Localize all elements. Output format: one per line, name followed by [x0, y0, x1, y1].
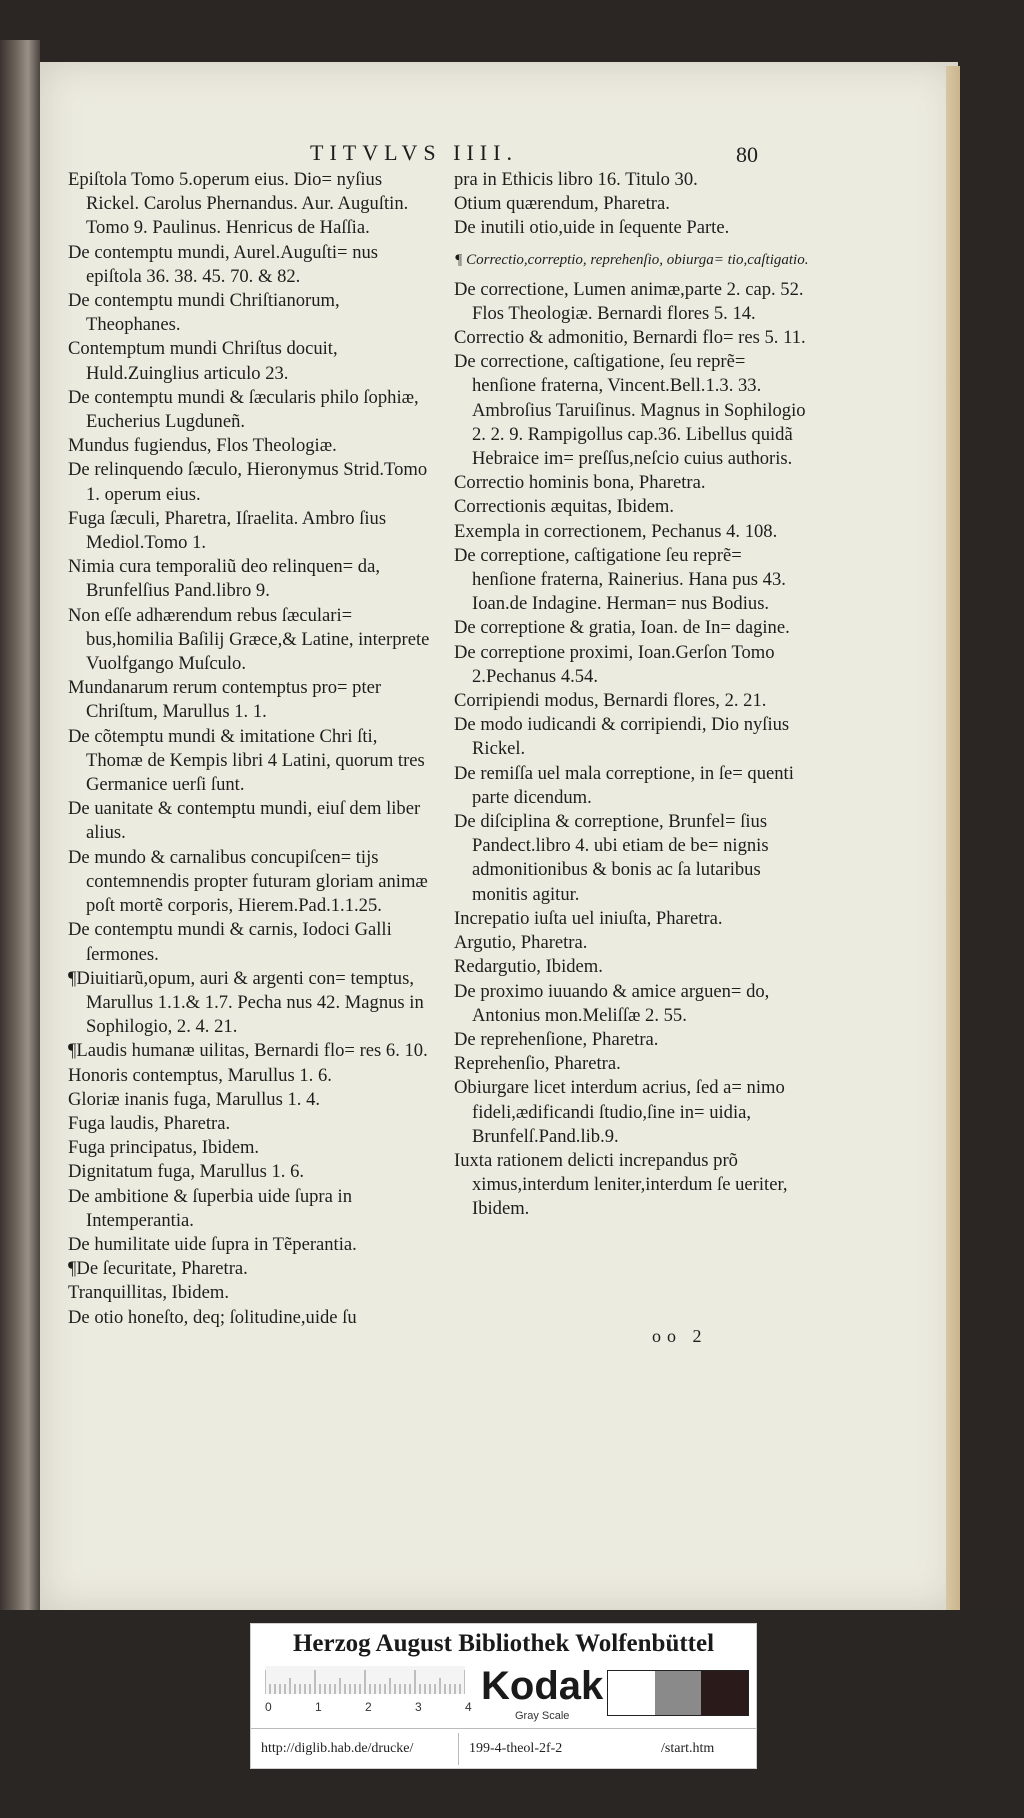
index-entry: Nimia cura temporaliũ deo relinquen= da, Brunfelſius Pand.libro 9. [68, 556, 381, 602]
swatch-white [608, 1671, 655, 1715]
index-entry: Honoris contemptus, Marullus 1. 6. [68, 1064, 332, 1086]
index-entry: Tranquillitas, Ibidem. [68, 1282, 229, 1304]
url-end: /start.htm [661, 1741, 715, 1756]
index-entry: ¶De ſecuritate, Pharetra. [68, 1258, 248, 1280]
index-entry: De diſciplina & correptione, Brunfel= ſius Pandect.libro 4. ubi etiam de be= nignis admonitionibus & bonis ac ſa lutaribus monitis agitur. [454, 811, 769, 905]
ruler-number: 2 [365, 1700, 372, 1714]
index-entry: Redargutio, Ibidem. [454, 956, 603, 978]
index-entry: Correctio & admonitio, Bernardi flo= res 5. 11. [454, 327, 806, 349]
index-entry: Fuga ſæculi, Pharetra, Iſraelita. Ambro ſius Mediol.Tomo 1. [68, 507, 387, 554]
index-entry: De contemptu mundi Chriſtianorum, Theophanes. [68, 290, 340, 336]
library-name: Herzog August Bibliothek Wolfenbüttel [292, 1630, 715, 1657]
right-column [454, 168, 809, 1222]
index-entry: De relinquendo ſæculo, Hieronymus Strid.Tomo 1. operum eius. [68, 459, 428, 505]
index-entry: De ambitione & ſuperbia uide ſupra in Intemperantia. [68, 1185, 352, 1231]
ruler-number: 3 [415, 1700, 422, 1714]
section-heading: ¶ Correctio,correptio, reprehenſio, obiurga= tio,caſtigatio. [454, 251, 809, 268]
index-entry: pra in Ethicis libro 16. Titulo 30. [454, 169, 698, 190]
index-entry: De modo iudicandi & corripiendi, Dio nyſius Rickel. [454, 714, 790, 760]
index-entry: Argutio, Pharetra. [454, 932, 588, 954]
page-fore-edge [946, 66, 960, 1610]
url-separator [458, 1733, 459, 1765]
index-entry: Fuga laudis, Pharetra. [68, 1112, 231, 1134]
index-entry: De correptione proximi, Ioan.Gerſon Tomo 2.Pechanus 4.54. [454, 641, 775, 687]
color-target-card [250, 1623, 757, 1769]
index-entry: ¶Laudis humanæ uilitas, Bernardi flo= res 6. 10. [68, 1040, 428, 1062]
index-entry: De contemptu mundi & carnis, Iodoci Galli ſermones. [68, 919, 392, 965]
index-entry: De correptione, caſtigatione ſeu reprẽ= henſione fraterna, Rainerius. Hana pus 43. Ioan.de Indagine. Herman= nus Bodius. [454, 544, 786, 615]
index-entry: Mundus fugiendus, Flos Theologiæ. [68, 435, 337, 457]
index-entry: De correptione & gratia, Ioan. de In= dagine. [454, 617, 790, 639]
index-entry: Corripiendi modus, Bernardi flores, 2. 21. [454, 690, 767, 712]
index-entry: De remiſſa uel mala correptione, in ſe= quenti parte dicendum. [454, 762, 794, 808]
index-entry: De correctione, caſtigatione, ſeu reprẽ= henſione fraterna, Vincent.Bell.1.3. 33. Ambroſius Taruiſinus. Magnus in Sophilogio 2. 2. 9. Rampigollus cap.36. Libellus quidã Hebraice im= preſſus,neſcio cuius authoris. [454, 351, 806, 470]
ruler-number: 1 [315, 1700, 322, 1714]
running-head: TITVLVS IIII. [310, 140, 518, 165]
ruler-number: 0 [265, 1700, 272, 1714]
left-column [68, 168, 438, 1330]
index-entry: De inutili otio,uide in ſequente Parte. [454, 217, 730, 239]
index-entry: De reprehenſione, Pharetra. [454, 1028, 659, 1050]
kodak-logo: Kodak [481, 1664, 604, 1708]
signature-mark: oo 2 [652, 1326, 708, 1346]
index-entry: Increpatio iuſta uel iniuſta, Pharetra. [454, 907, 723, 929]
index-entry: Fuga principatus, Ibidem. [68, 1137, 260, 1159]
index-entry: De humilitate uide ſupra in Tẽperantia. [68, 1233, 357, 1255]
index-entry: De uanitate & contemptu mundi, eiuſ dem liber alius. [68, 798, 421, 844]
index-entry: De correctione, Lumen animæ,parte 2. cap. 52. Flos Theologiæ. Bernardi flores 5. 14. [454, 278, 804, 324]
index-entry: Otium quærendum, Pharetra. [454, 193, 670, 215]
book-binding-edge [0, 40, 40, 1620]
index-entry: Epiſtola Tomo 5.operum eius. Dio= nyſius Rickel. Carolus Phernandus. Aur. Auguſtin. Tomo 9. Paulinus. Henricus de Haſſia. [68, 169, 409, 239]
index-entry: Mundanarum rerum contemptus pro= pter Chriſtum, Marullus 1. 1. [68, 677, 382, 723]
index-entry: Non eſſe adhærendum rebus ſæculari= bus,homilia Baſilij Græce,& Latine, interprete Vuolfgango Muſculo. [68, 604, 430, 675]
index-entry: De cõtemptu mundi & imitatione Chri ſti, Thomæ de Kempis libri 4 Latini, quorum tres Germanice uerſi ſunt. [68, 725, 425, 796]
gray-scale-label: Gray Scale [515, 1710, 570, 1722]
index-entry: De mundo & carnalibus concupiſcen= tijs contemnendis propter futuram gloriam animæ poſt mortẽ corporis, Hierem.Pad.1.1.25. [68, 846, 428, 917]
index-entry: Contemptum mundi Chriſtus docuit, Huld.Zuinglius articulo 23. [68, 338, 338, 384]
swatch-black [701, 1671, 748, 1715]
index-entry: Iuxta rationem delicti increpandus prõ ximus,interdum leniter,interdum ſe ueriter, Ibidem. [454, 1149, 788, 1220]
index-entry: De otio honeſto, deq; ſolitudine,uide ſu [68, 1306, 357, 1328]
index-entry: De proximo iuuando & amice arguen= do, Antonius mon.Meliſſæ 2. 55. [454, 980, 770, 1026]
index-entry: Reprehenſio, Pharetra. [454, 1053, 621, 1075]
ruler-scale [265, 1666, 465, 1694]
folio-number: 80 [736, 142, 758, 167]
ruler-number: 4 [465, 1700, 472, 1714]
index-entry: De contemptu mundi, Aurel.Auguſti= nus epiſtola 36. 38. 45. 70. & 82. [68, 241, 379, 287]
index-entry: Exempla in correctionem, Pechanus 4. 108. [454, 520, 778, 542]
index-entry: Correctio hominis bona, Pharetra. [454, 472, 706, 494]
url-id: 199-4-theol-2f-2 [469, 1741, 563, 1756]
index-entry: Dignitatum fuga, Marullus 1. 6. [68, 1161, 305, 1183]
index-entry: De contemptu mundi & ſæcularis philo ſophiæ, Eucherius Lugduneñ. [68, 386, 419, 433]
index-entry: ¶Diuitiarũ,opum, auri & argenti con= temptus, Marullus 1.1.& 1.7. Pecha nus 42. Magnus in Sophilogio, 2. 4. 21. [68, 967, 424, 1038]
url-row [251, 1728, 756, 1769]
index-entry: Obiurgare licet interdum acrius, ſed a= nimo fideli,ædificandi ſtudio,ſine in= uidia, Brunfelſ.Pand.lib.9. [454, 1077, 785, 1147]
swatch-gray [655, 1671, 702, 1715]
url-base: http://diglib.hab.de/drucke/ [261, 1741, 414, 1756]
gray-swatches [607, 1670, 749, 1716]
index-entry: Gloriæ inanis fuga, Marullus 1. 4. [68, 1088, 321, 1110]
index-entry: Correctionis æquitas, Ibidem. [454, 496, 674, 518]
